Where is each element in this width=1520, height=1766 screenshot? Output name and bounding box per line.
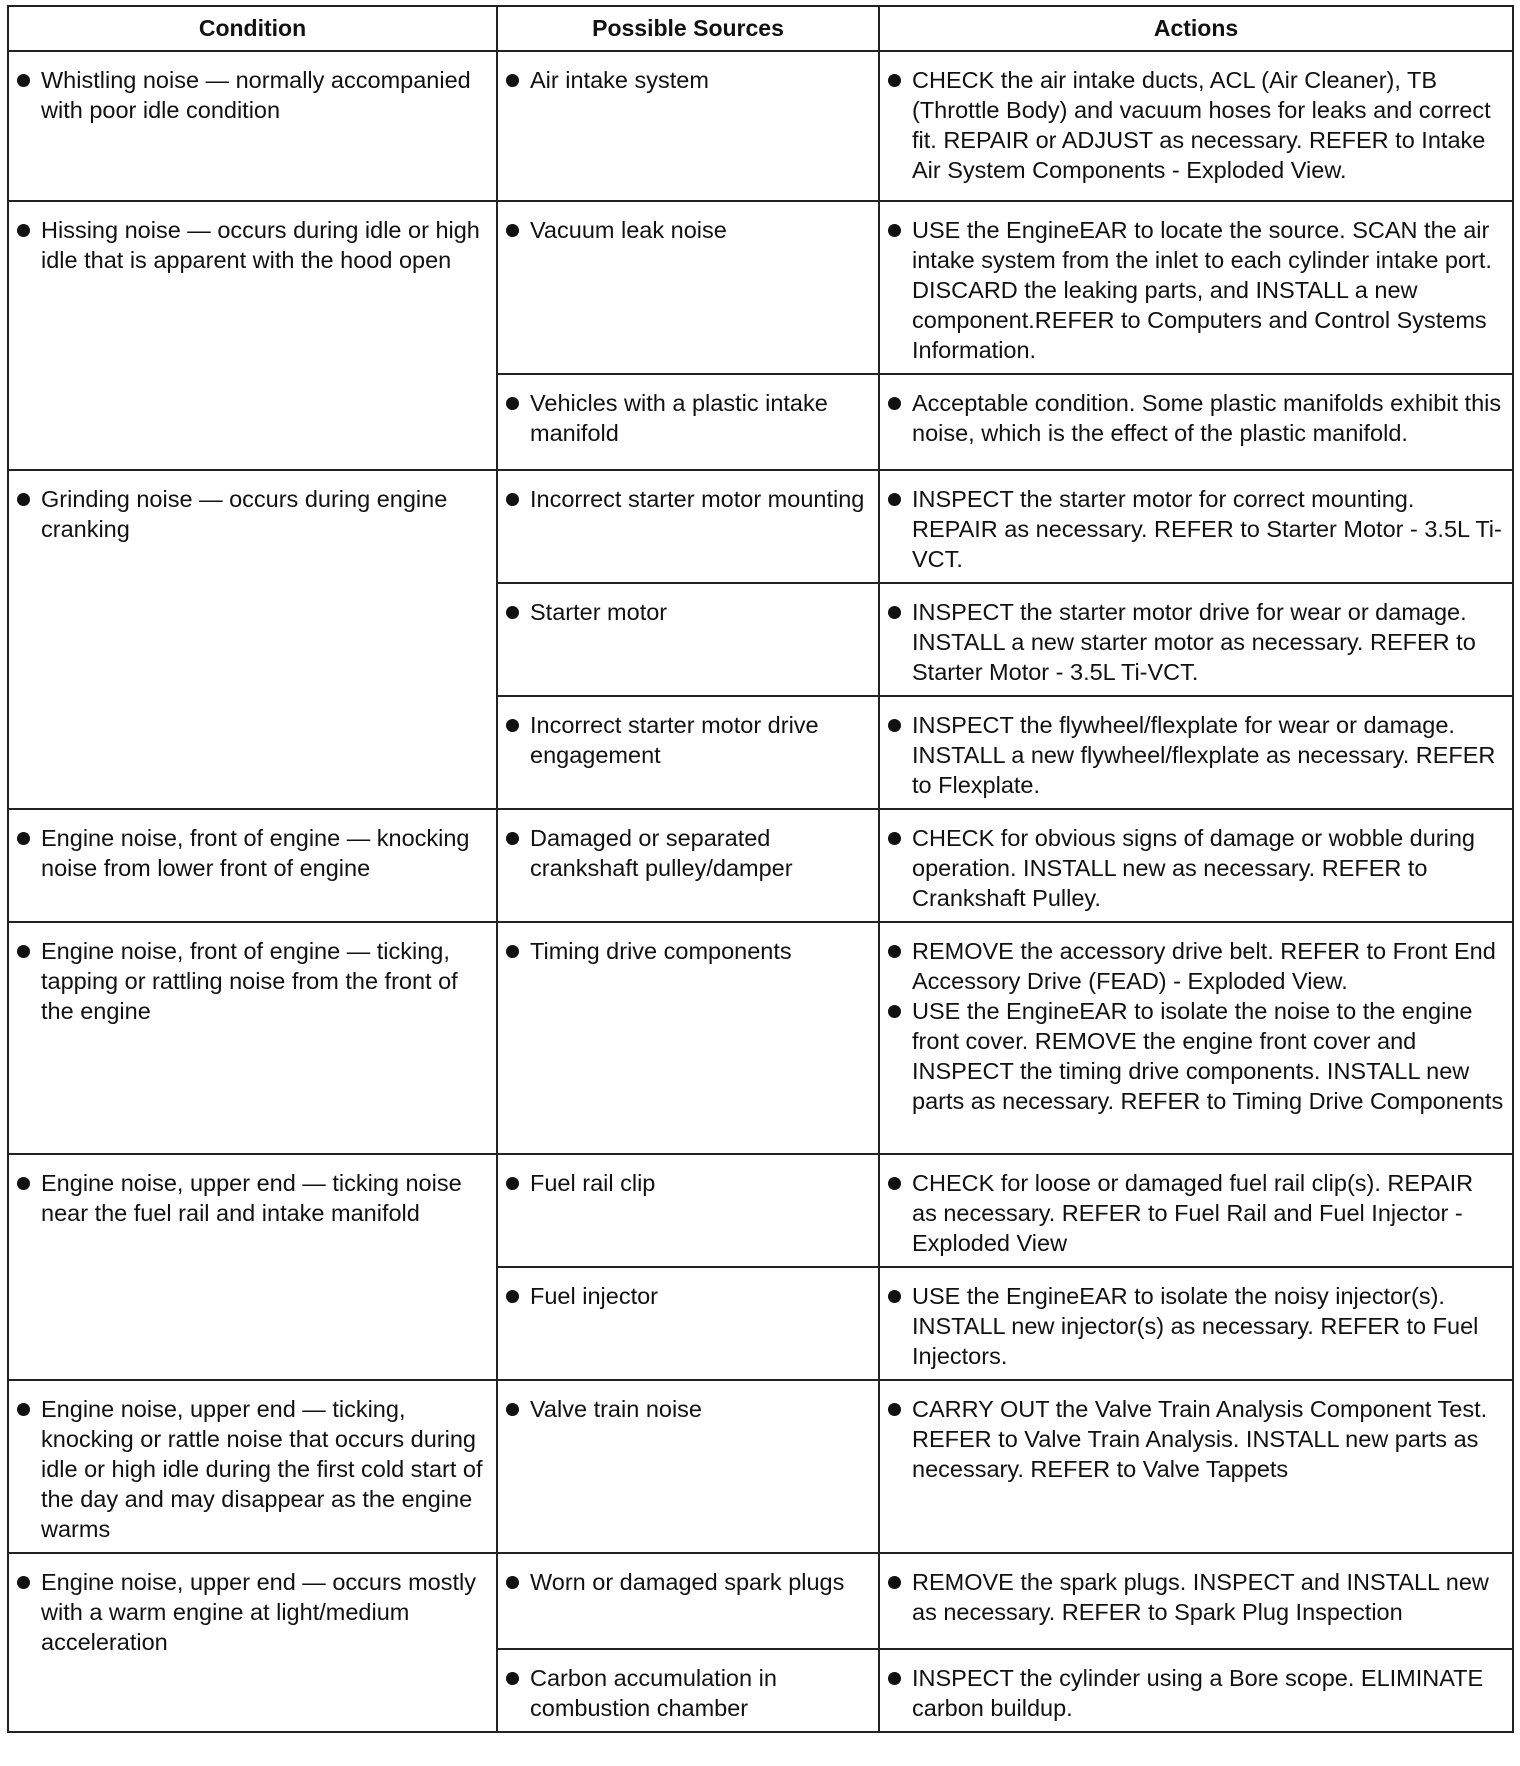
action-text: USE the EngineEAR to isolate the noise to the engine front cover. REMOVE the engine front cover and INSPECT the timing drive components. INSTALL new parts as necessary. REFER to Timing Drive Components bbox=[912, 998, 1504, 1114]
action-text: Acceptable condition. Some plastic manifolds exhibit this noise, which is the effect of the plastic manifold. bbox=[912, 390, 1502, 446]
source-cell bbox=[497, 1649, 879, 1732]
bullet-icon bbox=[506, 224, 519, 237]
source-cell bbox=[497, 201, 879, 374]
actions-cell bbox=[879, 201, 1513, 374]
bullet-icon bbox=[17, 224, 30, 237]
bullet-icon bbox=[17, 74, 30, 87]
actions-cell bbox=[879, 1649, 1513, 1732]
header-actions: Actions bbox=[879, 6, 1513, 51]
bullet-item bbox=[506, 1663, 870, 1723]
bullet-icon bbox=[17, 832, 30, 845]
action-text: CHECK for loose or damaged fuel rail clip(s). REPAIR as necessary. REFER to Fuel Rail and Fuel Injector - Exploded View bbox=[912, 1170, 1474, 1256]
bullet-icon bbox=[888, 1672, 901, 1685]
table-row bbox=[8, 201, 1513, 374]
condition-text: Engine noise, front of engine — knocking noise from lower front of engine bbox=[41, 825, 470, 881]
source-text: Air intake system bbox=[530, 67, 709, 93]
source-cell bbox=[497, 1154, 879, 1267]
condition-text: Hissing noise — occurs during idle or high idle that is apparent with the hood open bbox=[41, 217, 480, 273]
source-cell bbox=[497, 51, 879, 201]
condition-cell bbox=[8, 1553, 497, 1732]
bullet-icon bbox=[506, 606, 519, 619]
bullet-item bbox=[888, 597, 1504, 687]
table-row bbox=[8, 51, 1513, 201]
table-row bbox=[8, 1154, 1513, 1267]
table-row bbox=[8, 1380, 1513, 1553]
bullet-icon bbox=[17, 1403, 30, 1416]
source-text: Timing drive components bbox=[530, 938, 792, 964]
bullet-icon bbox=[888, 719, 901, 732]
source-text: Carbon accumulation in combustion chamber bbox=[530, 1665, 777, 1721]
bullet-item bbox=[506, 1281, 870, 1311]
bullet-item bbox=[506, 65, 870, 95]
bullet-icon bbox=[888, 1290, 901, 1303]
bullet-item bbox=[17, 1394, 488, 1544]
bullet-icon bbox=[888, 945, 901, 958]
actions-cell bbox=[879, 51, 1513, 201]
bullet-icon bbox=[888, 606, 901, 619]
bullet-item bbox=[506, 823, 870, 883]
action-text: CHECK the air intake ducts, ACL (Air Cleaner), TB (Throttle Body) and vacuum hoses for leaks and correct fit. REPAIR or ADJUST as necessary. REFER to Intake Air System Components - Exploded View. bbox=[912, 67, 1491, 183]
condition-text: Whistling noise — normally accompanied with poor idle condition bbox=[41, 67, 471, 123]
bullet-icon bbox=[506, 74, 519, 87]
condition-cell bbox=[8, 922, 497, 1154]
bullet-item bbox=[506, 1567, 870, 1597]
condition-cell bbox=[8, 470, 497, 809]
bullet-item bbox=[888, 996, 1504, 1116]
source-cell bbox=[497, 696, 879, 809]
bullet-icon bbox=[506, 1290, 519, 1303]
action-text: CARRY OUT the Valve Train Analysis Component Test. REFER to Valve Train Analysis. INSTALL new parts as necessary. REFER to Valve Tappets bbox=[912, 1396, 1488, 1482]
bullet-item bbox=[506, 1168, 870, 1198]
condition-cell bbox=[8, 1154, 497, 1380]
action-text: REMOVE the accessory drive belt. REFER to Front End Accessory Drive (FEAD) - Exploded View. bbox=[912, 938, 1496, 994]
actions-cell bbox=[879, 470, 1513, 583]
source-cell bbox=[497, 809, 879, 922]
bullet-icon bbox=[506, 945, 519, 958]
condition-cell bbox=[8, 201, 497, 470]
bullet-item bbox=[506, 388, 870, 448]
header-row bbox=[8, 6, 1513, 51]
condition-text: Engine noise, upper end — ticking, knocking or rattle noise that occurs during idle or high idle during the first cold start of the day and may disappear as the engine warms bbox=[41, 1396, 483, 1542]
source-text: Damaged or separated crankshaft pulley/damper bbox=[530, 825, 793, 881]
condition-cell bbox=[8, 51, 497, 201]
actions-cell bbox=[879, 583, 1513, 696]
actions-cell bbox=[879, 696, 1513, 809]
condition-text: Engine noise, upper end — occurs mostly with a warm engine at light/medium acceleration bbox=[41, 1569, 476, 1655]
source-cell bbox=[497, 374, 879, 470]
table-row bbox=[8, 470, 1513, 583]
bullet-item bbox=[17, 65, 488, 125]
condition-text: Engine noise, upper end — ticking noise near the fuel rail and intake manifold bbox=[41, 1170, 462, 1226]
header-possible-sources: Possible Sources bbox=[497, 6, 879, 51]
source-cell bbox=[497, 1267, 879, 1380]
bullet-item bbox=[888, 215, 1504, 365]
actions-cell bbox=[879, 922, 1513, 1154]
bullet-icon bbox=[888, 1403, 901, 1416]
bullet-item bbox=[506, 484, 870, 514]
source-text: Worn or damaged spark plugs bbox=[530, 1569, 845, 1595]
bullet-item bbox=[506, 1394, 870, 1424]
source-text: Valve train noise bbox=[530, 1396, 702, 1422]
header-condition: Condition bbox=[8, 6, 497, 51]
table-body bbox=[8, 51, 1513, 1732]
source-cell bbox=[497, 922, 879, 1154]
bullet-item bbox=[888, 823, 1504, 913]
bullet-item bbox=[506, 215, 870, 245]
diagnosis-table bbox=[7, 5, 1514, 1733]
actions-cell bbox=[879, 1553, 1513, 1649]
bullet-item bbox=[888, 1281, 1504, 1371]
bullet-icon bbox=[506, 1177, 519, 1190]
bullet-item bbox=[17, 1567, 488, 1657]
bullet-item bbox=[888, 1567, 1504, 1627]
bullet-icon bbox=[506, 1576, 519, 1589]
bullet-item bbox=[17, 484, 488, 544]
condition-text: Engine noise, front of engine — ticking, tapping or rattling noise from the front of the engine bbox=[41, 938, 458, 1024]
action-text: CHECK for obvious signs of damage or wobble during operation. INSTALL new as necessary. REFER to Crankshaft Pulley. bbox=[912, 825, 1475, 911]
actions-cell bbox=[879, 1380, 1513, 1553]
action-text: INSPECT the starter motor for correct mounting. REPAIR as necessary. REFER to Starter Motor - 3.5L Ti-VCT. bbox=[912, 486, 1502, 572]
bullet-icon bbox=[506, 493, 519, 506]
source-text: Vacuum leak noise bbox=[530, 217, 727, 243]
action-text: USE the EngineEAR to isolate the noisy injector(s). INSTALL new injector(s) as necessary. REFER to Fuel Injectors. bbox=[912, 1283, 1479, 1369]
bullet-icon bbox=[888, 832, 901, 845]
source-cell bbox=[497, 583, 879, 696]
source-text: Incorrect starter motor mounting bbox=[530, 486, 865, 512]
bullet-icon bbox=[506, 832, 519, 845]
actions-cell bbox=[879, 809, 1513, 922]
bullet-icon bbox=[17, 1576, 30, 1589]
bullet-icon bbox=[888, 397, 901, 410]
bullet-item bbox=[888, 65, 1504, 185]
bullet-icon bbox=[17, 945, 30, 958]
source-cell bbox=[497, 470, 879, 583]
bullet-item bbox=[888, 1663, 1504, 1723]
bullet-icon bbox=[17, 1177, 30, 1190]
bullet-icon bbox=[17, 493, 30, 506]
bullet-icon bbox=[888, 1005, 901, 1018]
bullet-icon bbox=[506, 1672, 519, 1685]
bullet-item bbox=[888, 936, 1504, 996]
bullet-item bbox=[17, 936, 488, 1026]
bullet-icon bbox=[506, 1403, 519, 1416]
table-row bbox=[8, 809, 1513, 922]
table-row bbox=[8, 922, 1513, 1154]
bullet-item bbox=[17, 823, 488, 883]
bullet-icon bbox=[888, 1177, 901, 1190]
bullet-item bbox=[888, 388, 1504, 448]
bullet-icon bbox=[506, 719, 519, 732]
actions-cell bbox=[879, 1154, 1513, 1267]
bullet-item bbox=[506, 597, 870, 627]
bullet-item bbox=[17, 215, 488, 275]
bullet-icon bbox=[506, 397, 519, 410]
source-cell bbox=[497, 1553, 879, 1649]
actions-cell bbox=[879, 1267, 1513, 1380]
bullet-item bbox=[17, 1168, 488, 1228]
bullet-icon bbox=[888, 1576, 901, 1589]
action-text: INSPECT the flywheel/flexplate for wear or damage. INSTALL a new flywheel/flexplate as necessary. REFER to Flexplate. bbox=[912, 712, 1496, 798]
bullet-item bbox=[888, 484, 1504, 574]
action-text: USE the EngineEAR to locate the source. SCAN the air intake system from the inlet to each cylinder intake port. DISCARD the leaking parts, and INSTALL a new component.REFER to Computers and Control Systems Information. bbox=[912, 217, 1492, 363]
source-text: Starter motor bbox=[530, 599, 668, 625]
actions-cell bbox=[879, 374, 1513, 470]
table-row bbox=[8, 1553, 1513, 1649]
bullet-item bbox=[888, 710, 1504, 800]
action-text: INSPECT the cylinder using a Bore scope. ELIMINATE carbon buildup. bbox=[912, 1665, 1484, 1721]
action-text: INSPECT the starter motor drive for wear or damage. INSTALL a new starter motor as necessary. REFER to Starter Motor - 3.5L Ti-VCT. bbox=[912, 599, 1476, 685]
source-text: Fuel rail clip bbox=[530, 1170, 656, 1196]
source-text: Incorrect starter motor drive engagement bbox=[530, 712, 819, 768]
condition-cell bbox=[8, 809, 497, 922]
bullet-icon bbox=[888, 74, 901, 87]
condition-cell bbox=[8, 1380, 497, 1553]
condition-text: Grinding noise — occurs during engine cranking bbox=[41, 486, 448, 542]
bullet-icon bbox=[888, 224, 901, 237]
bullet-item bbox=[506, 936, 870, 966]
source-cell bbox=[497, 1380, 879, 1553]
bullet-item bbox=[888, 1168, 1504, 1258]
bullet-item bbox=[888, 1394, 1504, 1484]
source-text: Fuel injector bbox=[530, 1283, 658, 1309]
source-text: Vehicles with a plastic intake manifold bbox=[530, 390, 828, 446]
bullet-item bbox=[506, 710, 870, 770]
bullet-icon bbox=[888, 493, 901, 506]
action-text: REMOVE the spark plugs. INSPECT and INSTALL new as necessary. REFER to Spark Plug Inspection bbox=[912, 1569, 1489, 1625]
